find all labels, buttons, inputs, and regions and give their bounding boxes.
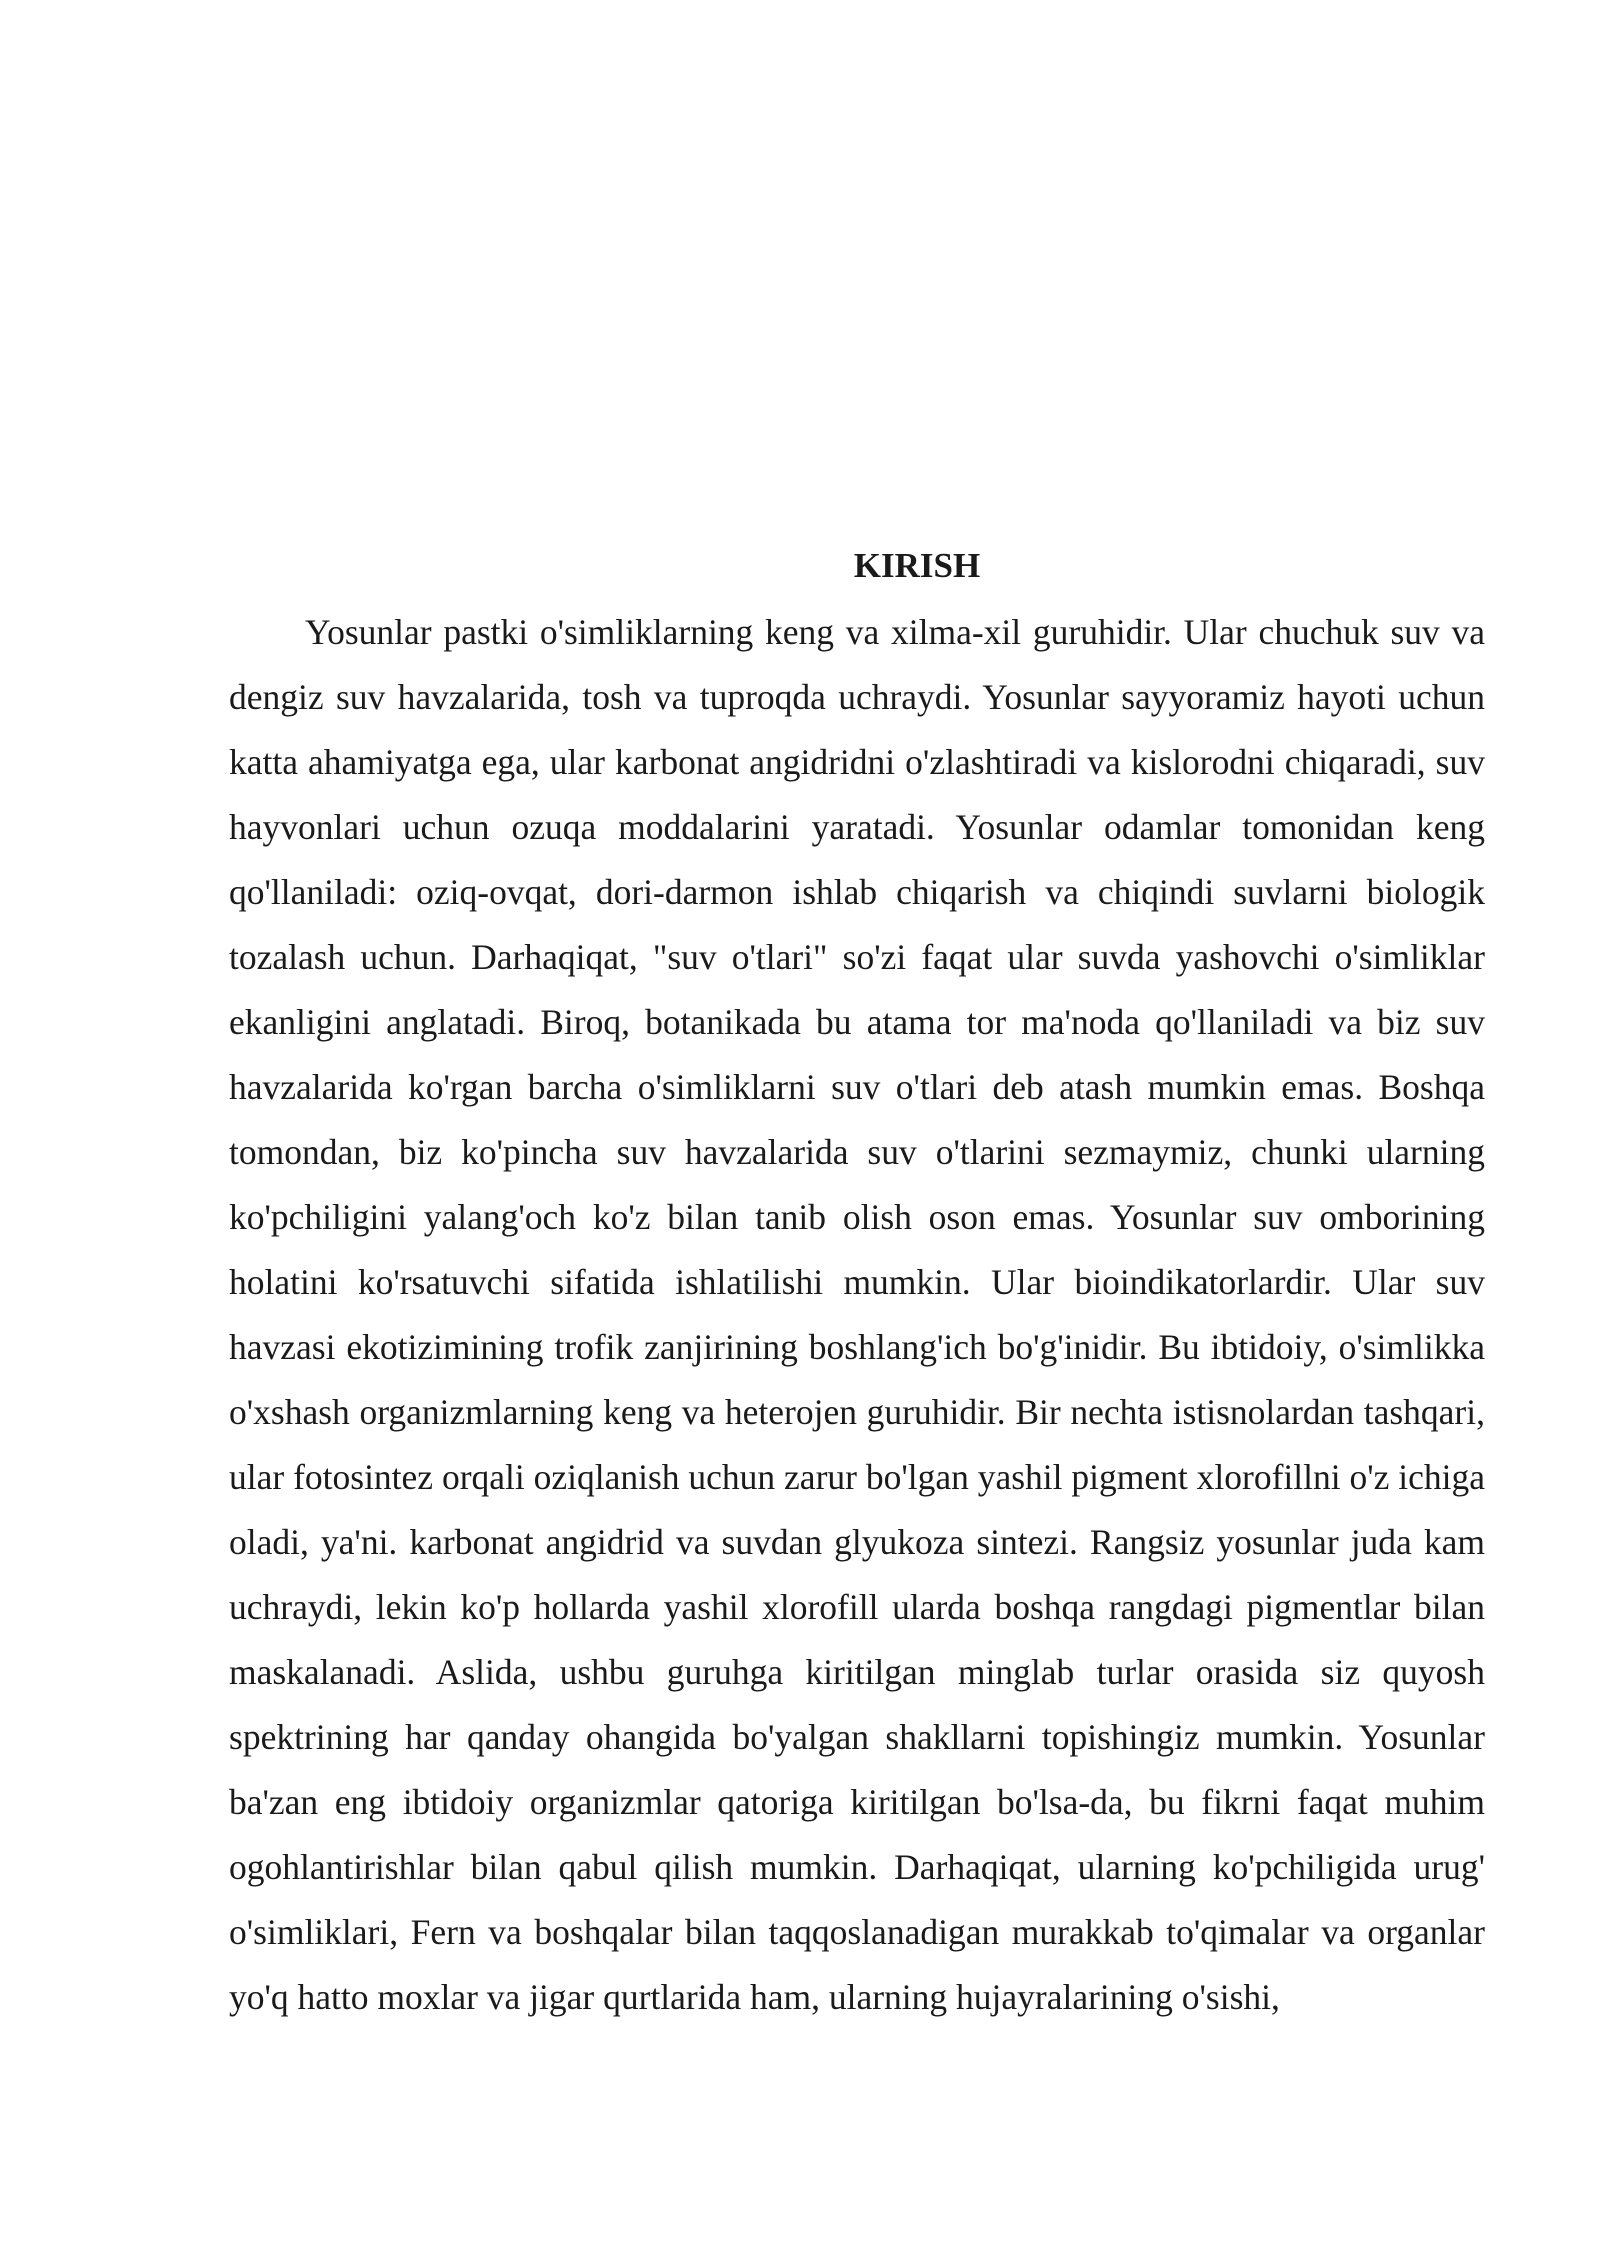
section-title: KIRISH xyxy=(853,546,981,585)
document-content xyxy=(229,538,1485,2030)
body-paragraph: Yosunlar pastki o'simliklarning keng va xilma-xil guruhidir. Ular chuchuk suv va dengiz suv havzalarida, tosh va tuproqda uchraydi. Yosunlar sayyoramiz hayoti uchun katta ahamiyatga ega, ular karbonat angidridni o'zlashtiradi va kislorodni chiqaradi, suv hayvonlari uchun ozuqa moddalarini yaratadi. Yosunlar odamlar tomonidan keng qo'llaniladi: oziq-ovqat, dori-darmon ishlab chiqarish va chiqindi suvlarni biologik tozalash uchun. Darhaqiqat, "suv o'tlari" so'zi faqat ular suvda yashovchi o'simliklar ekanligini anglatadi. Biroq, botanikada bu atama tor ma'noda qo'llaniladi va biz suv havzalarida ko'rgan barcha o'simliklarni suv o'tlari deb atash mumkin emas. Boshqa tomondan, biz ko'pincha suv havzalarida suv o'tlarini sezmaymiz, chunki ularning ko'pchiligini yalang'och ko'z bilan tanib olish oson emas. Yosunlar suv omborining holatini ko'rsatuvchi sifatida ishlatilishi mumkin. Ular bioindikatorlardir. Ular suv havzasi ekotizimining trofik zanjirining boshlang'ich bo'g'inidir. Bu ibtidoiy, o'simlikka o'xshash organizmlarning keng va heterojen guruhidir. Bir nechta istisnolardan tashqari, ular fotosintez orqali oziqlanish uchun zarur bo'lgan yashil pigment xlorofillni o'z ichiga oladi, ya'ni. karbonat angidrid va suvdan glyukoza sintezi. Rangsiz yosunlar juda kam uchraydi, lekin ko'p hollarda yashil xlorofill ularda boshqa rangdagi pigmentlar bilan maskalanadi. Aslida, ushbu guruhga kiritilgan minglab turlar orasida siz quyosh spektrining har qanday ohangida bo'yalgan shakllarni topishingiz mumkin. Yosunlar ba'zan eng ibtidoiy organizmlar qatoriga kiritilgan bo'lsa-da, bu fikrni faqat muhim ogohlantirishlar bilan qabul qilish mumkin. Darhaqiqat, ularning ko'pchiligida urug' o'simliklari, Fern va boshqalar bilan taqqoslanadigan murakkab to'qimalar va organlar yo'q hatto moxlar va jigar qurtlarida ham, ularning hujayralarining o'sishi, xyxy=(229,612,1485,2017)
